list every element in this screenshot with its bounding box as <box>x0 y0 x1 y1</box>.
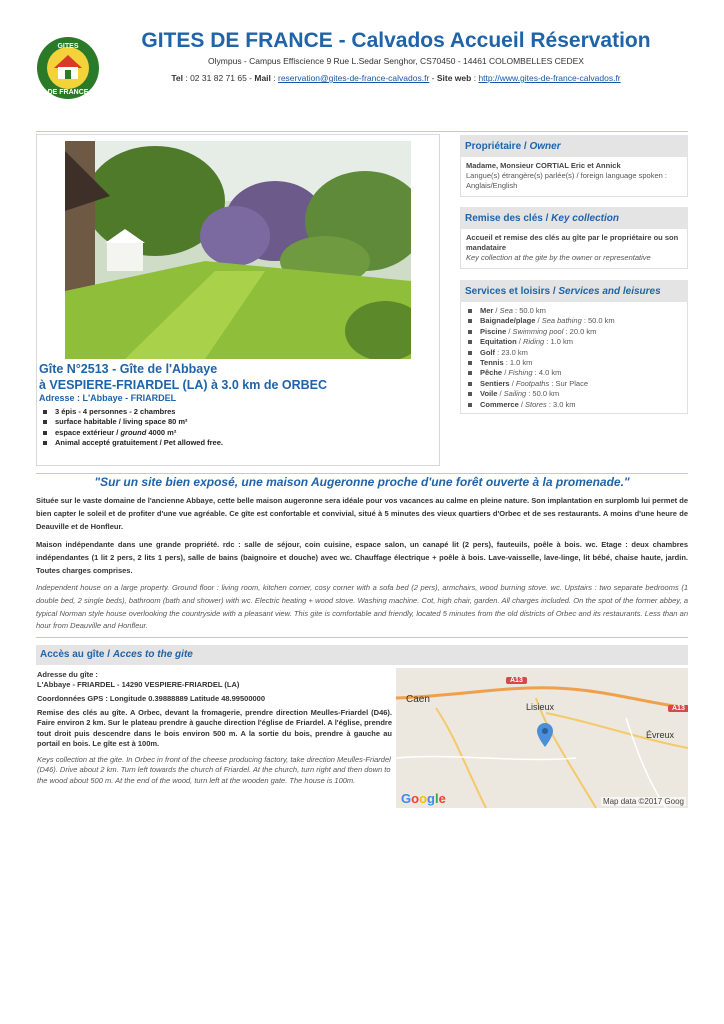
description-fr-1: Située sur le vaste domaine de l'ancienne Abbaye, cette belle maison augeronne sera idéale pour vos vacances au calme en pleine nature. Son implantation en surplomb lui permet de bien capter le soleil et de profiter d'une vue agréable. Ce gîte est confortable et convivial, situé à 5 minutes des vieux quartiers d'Orbec et de ses restaurants. A moins d'une heure de Deauville et de Honfleur. <box>36 496 688 531</box>
service-item: Equitation / Riding : 1.0 km <box>466 337 682 347</box>
divider <box>36 131 688 132</box>
feature-item: surface habitable / living space 80 m² <box>39 417 239 427</box>
web-label: Site web <box>436 73 472 83</box>
service-distance: : 3.0 km <box>546 399 576 409</box>
service-name-en: Riding <box>522 337 545 347</box>
service-item <box>466 348 682 358</box>
service-name-en: Sailing <box>503 389 527 399</box>
service-distance: : 1.0 km <box>503 358 533 368</box>
service-item: Mer / Sea : 50.0 km <box>466 306 682 316</box>
service-distance: : 23.0 km <box>495 347 528 357</box>
service-distance: : 50.0 km <box>581 316 615 326</box>
google-logo: Google <box>401 791 446 806</box>
map-credit: Map data ©2017 Goog <box>602 797 684 806</box>
location-map[interactable] <box>396 668 688 808</box>
service-item: Piscine / Swimming pool : 20.0 km <box>466 327 682 337</box>
service-name: Sentiers <box>480 378 510 388</box>
feature-text: espace extérieur / <box>55 427 121 437</box>
gite-panel <box>36 134 440 466</box>
services-head-fr: Services et loisirs / <box>465 286 559 297</box>
header-address: Olympus - Campus Effiscience 9 Rue L.Sedar Senghor, CS70450 - 14461 COLOMBELLES CEDEX <box>208 56 584 66</box>
service-item <box>466 358 682 368</box>
access-head-en: Acces to the gite <box>112 649 193 660</box>
services-head-en: Services and leisures <box>558 286 661 297</box>
keys-body <box>460 229 688 269</box>
service-name: Commerce <box>480 399 519 409</box>
service-distance: : 50.0 km <box>526 389 560 399</box>
owner-body <box>460 157 688 197</box>
access-directions-fr: Remise des clés au gîte. A Orbec, devant la fromagerie, prendre direction Meulles-Friardel (D46). Faire environ 2 km. Sur le plateau prendre à gauche direction l'église de Friardel. A l'église, prendre tout droit puis descendre dans le bois environ 500 m. A la sortie du bois, prendre à gauche au portail en bois. Le gîte est à 100m. <box>37 708 392 748</box>
service-item: Pêche / Fishing : 4.0 km <box>466 368 682 378</box>
divider <box>36 473 688 474</box>
mail-label: Mail <box>254 73 271 83</box>
service-distance: : 20.0 km <box>563 326 597 336</box>
keys-en: Key collection at the gite by the owner or representative <box>466 253 651 262</box>
service-name-en: Sea bathing <box>541 316 582 326</box>
owner-head-en: Owner <box>529 141 561 152</box>
header-contact <box>104 73 688 83</box>
web-sep: - <box>429 73 437 83</box>
gite-title-line1: Gîte N°2513 - Gîte de l'Abbaye <box>39 362 218 376</box>
owner-head-fr: Propriétaire / <box>465 141 530 152</box>
services-header <box>460 280 688 302</box>
service-name: Pêche <box>480 368 503 378</box>
svg-text:GITES: GITES <box>57 43 79 50</box>
map-pin-icon[interactable] <box>537 723 553 747</box>
web-colon: : <box>471 73 479 83</box>
gites-de-france-logo <box>36 36 100 100</box>
services-body <box>460 302 688 414</box>
access-address-value: L'Abbaye - FRIARDEL - 14290 VESPIERE-FRIARDEL (LA) <box>37 680 240 690</box>
feature-item: 3 épis - 4 personnes - 2 chambres <box>39 407 239 417</box>
keys-head-fr: Remise des clés / <box>465 213 552 224</box>
owner-name: Madame, Monsieur CORTIAL Eric et Annick <box>466 161 621 170</box>
service-name: Golf <box>480 347 495 357</box>
owner-header <box>460 135 688 157</box>
access-address-label: Adresse du gîte : <box>37 670 98 679</box>
feature-item <box>39 428 239 438</box>
service-name: Piscine <box>480 326 507 336</box>
keys-header <box>460 207 688 229</box>
map-city-evreux: Évreux <box>646 730 675 740</box>
service-distance: : 1.0 km <box>544 337 573 347</box>
service-item: Sentiers / Footpaths : Sur Place <box>466 379 682 389</box>
service-distance: : Sur Place <box>549 378 589 388</box>
web-link[interactable]: http://www.gites-de-france-calvados.fr <box>478 73 621 83</box>
gite-address: Adresse : L'Abbaye - FRIARDEL <box>39 393 177 403</box>
svg-text:DE FRANCE: DE FRANCE <box>47 89 89 96</box>
service-distance: : 4.0 km <box>532 368 562 378</box>
access-address <box>37 670 392 691</box>
services-list <box>466 306 682 410</box>
access-head-fr: Accès au gîte / <box>40 649 113 660</box>
feature-value: 4000 m² <box>146 427 177 437</box>
slogan: "Sur un site bien exposé, une maison Augeronne proche d'une forêt ouverte à la promenade." <box>94 475 630 489</box>
service-item: Commerce / Stores : 3.0 km <box>466 400 682 410</box>
divider <box>36 637 688 638</box>
map-city-caen: Caen <box>406 694 430 705</box>
mail-sep: : <box>270 73 278 83</box>
service-item: Voile / Sailing : 50.0 km <box>466 389 682 399</box>
access-directions-en: Keys collection at the gite. In Orbec in front of the cheese producing factory, take direction Meulles-Friardel (D46). Drive about 2 km. Turn left towards the church of Friardel. At the church, turn right and then down to the wood about 500 m. At the end of the wood, turn left at the wooden gate. The house is 100m. <box>37 755 391 785</box>
gite-title <box>39 361 327 393</box>
service-distance: : 50.0 km <box>512 306 546 315</box>
page-title: GITES DE FRANCE - Calvados Accueil Réservation <box>141 29 651 52</box>
access-header <box>36 645 688 665</box>
service-name: Equitation <box>480 337 517 347</box>
description-fr-2: Maison indépendante dans une grande propriété. rdc : salle de séjour, coin cuisine, espace salon, un canapé lit (2 pers), fauteuils, poêle à bois. wc. Etage : deux chambres indépendantes (1 lit 2 pers, 2 lits 1 pers), salle de bains (baignoire et douche) avec wc. Chauffage électrique + poêle à bois. Lave-vaisselle, lave-linge, lit bébé, chaise haute, jardin. Toutes charges comprises. <box>36 540 688 575</box>
keys-fr: Accueil et remise des clés au gîte par le propriétaire ou son mandataire <box>466 233 679 252</box>
service-name: Baignade/plage <box>480 316 536 326</box>
keys-head-en: Key collection <box>551 213 619 224</box>
service-name: Voile <box>480 389 498 399</box>
mail-link[interactable]: reservation@gites-de-france-calvados.fr <box>277 73 430 83</box>
description-en: Independent house on a large property. Ground floor : living room, kitchen corner, cosy corner with a sofa bed (2 pers), armchairs, wood burning stove. wc. Upstairs : two separate bedrooms (1 double bed, 2 single beds), bathroom (bath and shower) with wc. Electric heating + wood stove. Washing machine. Cot, high chair, garden. All charges included. On the spot of the former abbey, a typical Norman style house overlooking the countryside with a pleasant view. This gite is comfortable and friendly, located 5 minutes from the old districts of Orbec and its restaurants. Less than an hour from Deauville and Honfleur. <box>36 583 688 631</box>
map-city-lisieux: Lisieux <box>526 702 555 712</box>
service-name-en: Swimming pool <box>512 326 564 336</box>
service-item: Baignade/plage / Sea bathing : 50.0 km <box>466 316 682 326</box>
feature-text-en: ground <box>120 427 147 437</box>
road-badge: A13 <box>668 705 688 712</box>
access-gps: Coordonnées GPS : Longitude 0.39888889 Latitude 48.99500000 <box>37 694 265 703</box>
tel-value: : 02 31 82 71 65 - <box>183 73 255 83</box>
service-name: Tennis <box>480 358 504 368</box>
service-name-en: Fishing <box>508 368 533 378</box>
service-name-en: Sea <box>499 306 513 315</box>
road-badge: A13 <box>506 677 527 684</box>
tel-label: Tel <box>171 73 183 83</box>
service-name-en: Stores <box>525 399 547 409</box>
gite-photo <box>65 141 411 359</box>
service-name-en: Footpaths <box>515 378 550 388</box>
feature-item: Animal accepté gratuitement / Pet allowed free. <box>39 438 239 448</box>
owner-languages: Langue(s) étrangère(s) parlée(s) / foreign language spoken : Anglais/English <box>466 171 667 190</box>
gite-title-line2: à VESPIERE-FRIARDEL (LA) à 3.0 km de ORBEC <box>39 378 328 392</box>
service-name: Mer <box>480 306 494 315</box>
features-list <box>39 407 239 448</box>
